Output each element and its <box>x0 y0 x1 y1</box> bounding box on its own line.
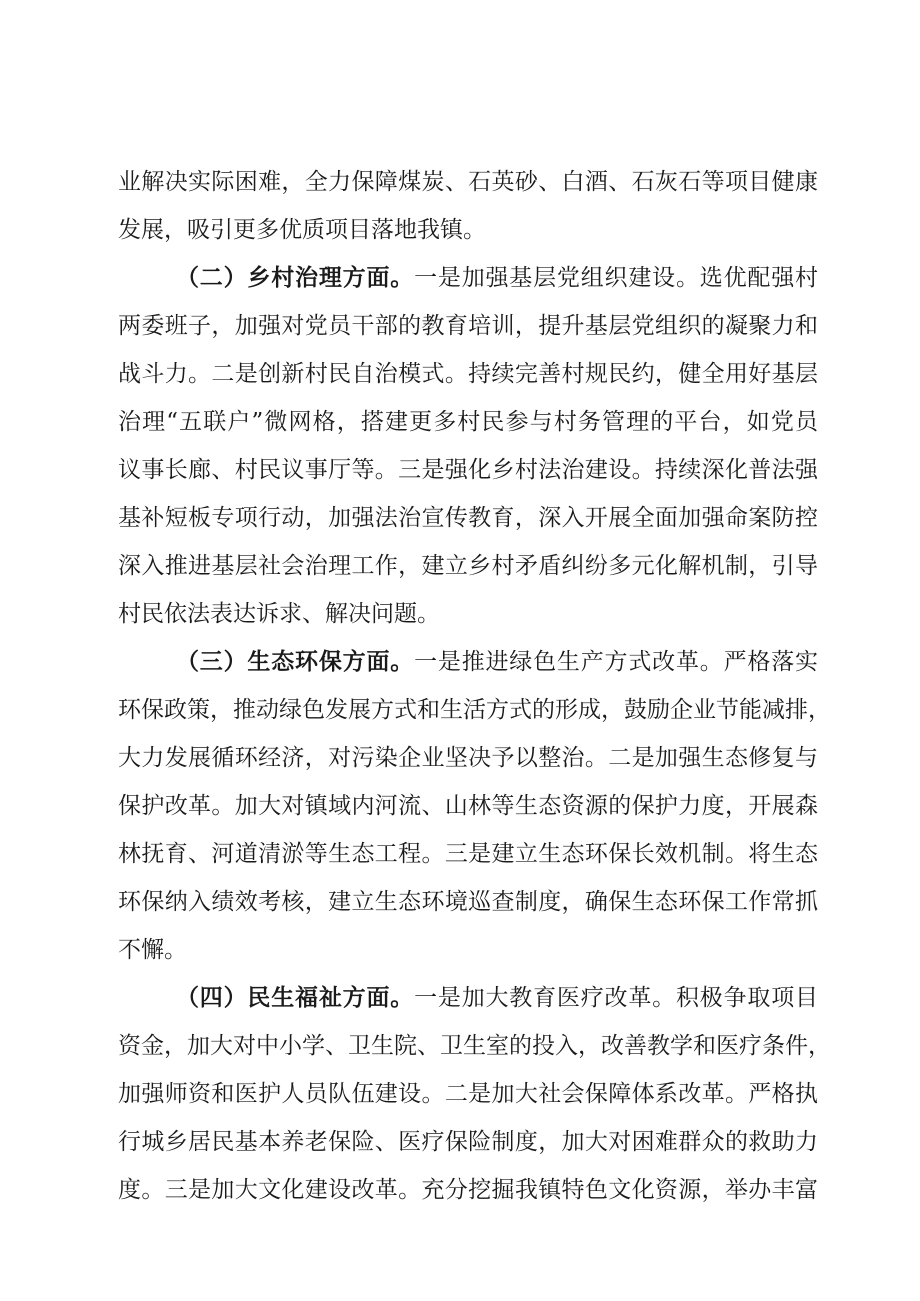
section-text: 一是推进绿色生产方式改革。严格落实 <box>414 649 819 675</box>
section-heading: （二）乡村治理方面。 <box>176 265 415 291</box>
paragraph-line: 发展，吸引更多优质项目落地我镇。 <box>118 217 486 243</box>
paragraph-line: 村民依法表达诉求、解决问题。 <box>118 601 440 627</box>
paragraph-line: 战斗力。二是创新村民自治模式。持续完善村规民约，健全用好基层 <box>118 361 818 387</box>
paragraph-line: 深入推进基层社会治理工作，建立乡村矛盾纠纷多元化解机制，引导 <box>118 553 818 579</box>
paragraph-line: 保护改革。加大对镇域内河流、山林等生态资源的保护力度，开展森 <box>118 793 818 819</box>
paragraph-line: 加强师资和医护人员队伍建设。二是加大社会保障体系改革。严格执 <box>118 1081 818 1107</box>
section-heading: （四）民生福祉方面。 <box>176 985 415 1011</box>
paragraph-line: 度。三是加大文化建设改革。充分挖掘我镇特色文化资源，举办丰富 <box>118 1177 818 1203</box>
paragraph-line: 大力发展循环经济，对污染企业坚决予以整治。二是加强生态修复与 <box>118 745 818 771</box>
section-text: 一是加大教育医疗改革。积极争取项目 <box>414 985 819 1011</box>
paragraph-line: 不懈。 <box>118 937 187 963</box>
paragraph-line: 环保纳入绩效考核，建立生态环境巡查制度，确保生态环保工作常抓 <box>118 889 818 915</box>
paragraph-line: 两委班子，加强对党员干部的教育培训，提升基层党组织的凝聚力和 <box>118 313 818 339</box>
paragraph-line: 议事长廊、村民议事厅等。三是强化乡村法治建设。持续深化普法强 <box>118 457 818 483</box>
paragraph-line: 环保政策，推动绿色发展方式和生活方式的形成，鼓励企业节能减排， <box>118 697 831 723</box>
paragraph-line: 行城乡居民基本养老保险、医疗保险制度，加大对困难群众的救助力 <box>118 1129 818 1155</box>
paragraph-line: 林抚育、河道清淤等生态工程。三是建立生态环保长效机制。将生态 <box>118 841 818 867</box>
section-heading-line <box>176 642 818 682</box>
section-text: 一是加强基层党组织建设。选优配强村 <box>414 265 819 291</box>
section-heading: （三）生态环保方面。 <box>176 649 415 675</box>
paragraph-line: 基补短板专项行动，加强法治宣传教育，深入开展全面加强命案防控 <box>118 505 818 531</box>
paragraph-line: 资金，加大对中小学、卫生院、卫生室的投入，改善教学和医疗条件， <box>118 1033 831 1059</box>
section-heading-line <box>176 258 818 298</box>
paragraph-line: 业解决实际困难，全力保障煤炭、石英砂、白酒、石灰石等项目健康 <box>118 169 818 195</box>
paragraph-line: 治理“五联户”微网格，搭建更多村民参与村务管理的平台，如党员 <box>118 409 818 435</box>
section-heading-line <box>176 978 818 1018</box>
